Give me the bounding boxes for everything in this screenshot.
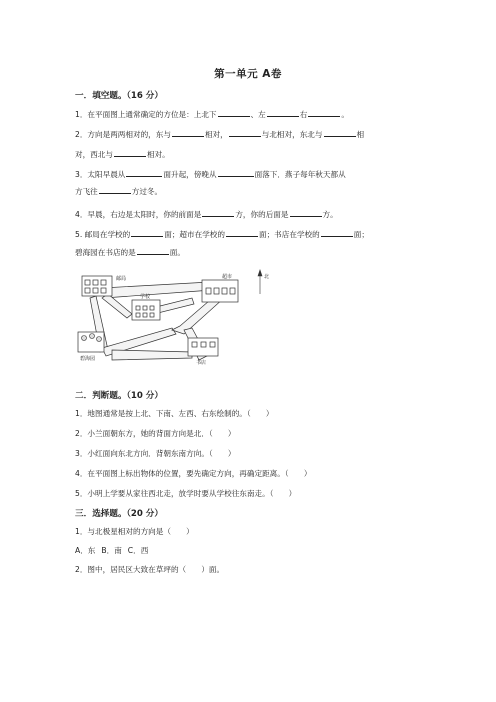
answer-blank[interactable] [290,208,322,217]
choice-question-1: 1．与北极星相对的方向是（ ） [75,527,194,536]
map-label-park: 碧海园 [80,356,96,362]
answer-blank[interactable] [202,208,234,217]
road [102,294,132,318]
section-true-false-heading: 二．判断题。（10 分） [75,391,163,401]
option-a[interactable]: A．东 [75,546,96,555]
answer-blank[interactable] [267,108,299,117]
answer-blank[interactable] [229,128,261,137]
question-1-3: 3．太阳早晨从 面升起，傍晚从 面落下．燕子每年秋天都从 [75,170,346,179]
tf-item-3: 3．小红面向东北方向．背朝东南方向。（ ） [75,449,236,458]
answer-blank[interactable] [131,228,163,237]
tf-item-2: 2．小兰面朝东方，她的背面方向是北．（ ） [75,429,236,438]
question-1-2-line2: 对，西北与 相对。 [75,150,170,159]
answer-blank[interactable] [308,108,340,117]
map-label-market: 超市 [222,274,233,280]
answer-blank[interactable] [218,168,254,177]
answer-blank[interactable] [99,185,131,194]
map-label-school: 学校 [140,294,151,300]
town-map-illustration [72,268,272,372]
tree-icon [90,334,95,339]
map-label-book: 书店 [196,360,207,366]
page-title: 第一单元 A卷 [214,68,282,80]
section-choice-heading: 三．选择题。（20 分） [75,509,163,519]
choice-question-1-options [75,545,425,556]
tree-icon [97,337,102,342]
option-c[interactable]: C．西 [127,546,149,555]
question-1-4: 4．早晨，右边是太阳时，你的前面是 方，你的后面是 方。 [75,210,338,219]
question-1-2: 2．方向是两两相对的，东与 相对， 与北相对，东北与 相 [75,130,365,139]
option-b[interactable]: B．南 [101,546,122,555]
section-fill-blank-heading: 一．填空题。（16 分） [75,91,163,101]
answer-blank[interactable] [218,108,250,117]
question-1-5: 5. 邮局在学校的 面；超市在学校的 面；书店在学校的 面； [75,230,369,239]
question-1-3-line2: 方飞往 方过冬。 [75,187,163,196]
answer-blank[interactable] [172,128,204,137]
choice-question-2: 2．图中，居民区大致在草坪的（ ）面。 [75,565,225,574]
tf-item-5: 5．小明上学要从家往西北走，放学时要从学校往东南走。（ ） [75,489,297,498]
tree-icon [82,336,87,341]
answer-blank[interactable] [137,246,169,255]
question-1-1: 1．在平面图上通常确定的方位是：上北下 、左 右 。 [75,110,349,119]
map-label-north: 北 [264,274,270,280]
question-1-5-line2: 碧海园在书店的是 面。 [75,248,185,257]
answer-blank[interactable] [324,128,356,137]
answer-blank[interactable] [226,228,258,237]
answer-blank[interactable] [126,168,162,177]
road [112,350,192,360]
answer-blank[interactable] [114,148,146,157]
tf-item-4: 4．在平面图上标出物体的位置，要先确定方向，再确定距离。（ ） [75,469,312,478]
map-label-post: 邮局 [116,276,127,282]
tf-item-1: 1．地图通常是按上北、下南、左西、右东绘制的。（ ） [75,409,274,418]
answer-blank[interactable] [321,228,353,237]
road [102,282,212,298]
